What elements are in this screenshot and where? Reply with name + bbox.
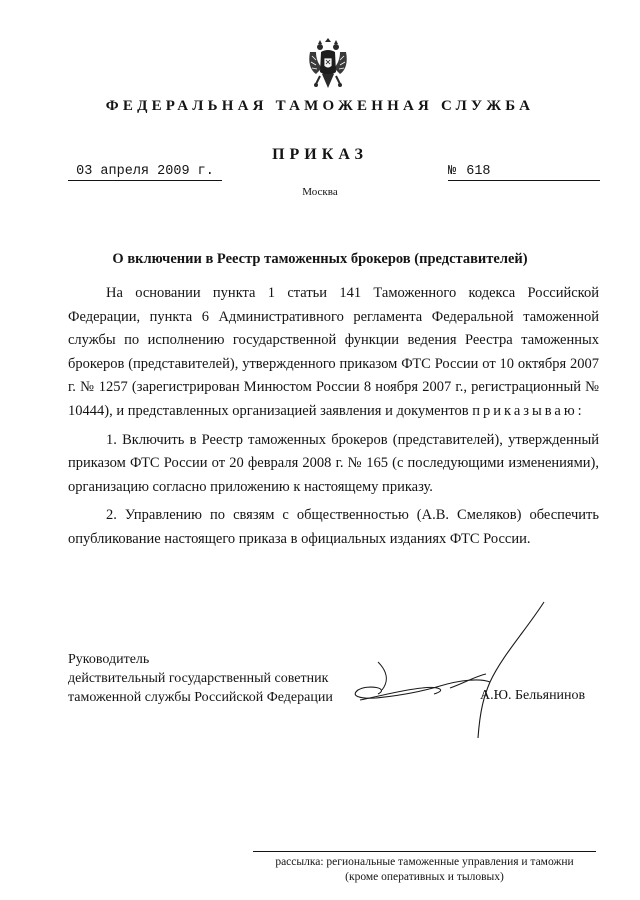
- agency-name: ФЕДЕРАЛЬНАЯ ТАМОЖЕННАЯ СЛУЖБА: [105, 98, 535, 114]
- distribution-line-2: (кроме оперативных и тыловых): [345, 871, 504, 883]
- order-city: Москва: [302, 186, 338, 198]
- distribution-line-1: рассылка: региональные таможенные управления и таможни: [275, 856, 574, 868]
- order-number: [448, 164, 600, 181]
- order-item-2: 2. Управлению по связям с общественностью (А.В. Смеляков) обеспечить опубликование настоящего приказа в официальных изданиях ФТС России.: [68, 507, 599, 547]
- distribution-list: [253, 851, 596, 885]
- position-line-1: Руководитель: [68, 652, 150, 667]
- intro-text: На основании пункта 1 статьи 141 Таможенного кодекса Российской Федерации, пункта 6 Административного регламента Федеральной таможенной службы по исполнению государственной функции ведения Реестра таможенных брокеров (представителей), утвержденного приказом ФТС России от 10 октября 2007 г. № 1257 (зарегистрирован Минюстом России 8 ноября 2007 г., регистрационный № 10444), и представленных организацией заявления и документов: [68, 285, 599, 419]
- order-number-value: 618: [466, 164, 491, 179]
- order-body: [68, 282, 599, 552]
- order-title: ПРИКАЗ: [272, 146, 368, 163]
- document-title: О включении в Реестр таможенных брокеров (представителей): [112, 251, 528, 267]
- order-date: 03 апреля 2009 г.: [68, 164, 222, 181]
- signatory-name: А.Ю. Бельянинов: [480, 688, 586, 703]
- intro-paragraph: [68, 282, 599, 424]
- handwritten-signature-icon: [330, 600, 560, 740]
- position-line-2: действительный государственный советник: [68, 671, 329, 686]
- position-line-3: таможенной службы Российской Федерации: [68, 690, 333, 705]
- double-headed-eagle-emblem-icon: [306, 38, 350, 94]
- orders-word: приказываю:: [472, 402, 585, 419]
- number-sign: №: [448, 164, 457, 179]
- order-item-1: 1. Включить в Реестр таможенных брокеров (представителей), утвержденный приказом ФТС России от 20 февраля 2008 г. № 165 (с последующими изменениями), организацию согласно приложению к настоящему приказу.: [68, 431, 599, 495]
